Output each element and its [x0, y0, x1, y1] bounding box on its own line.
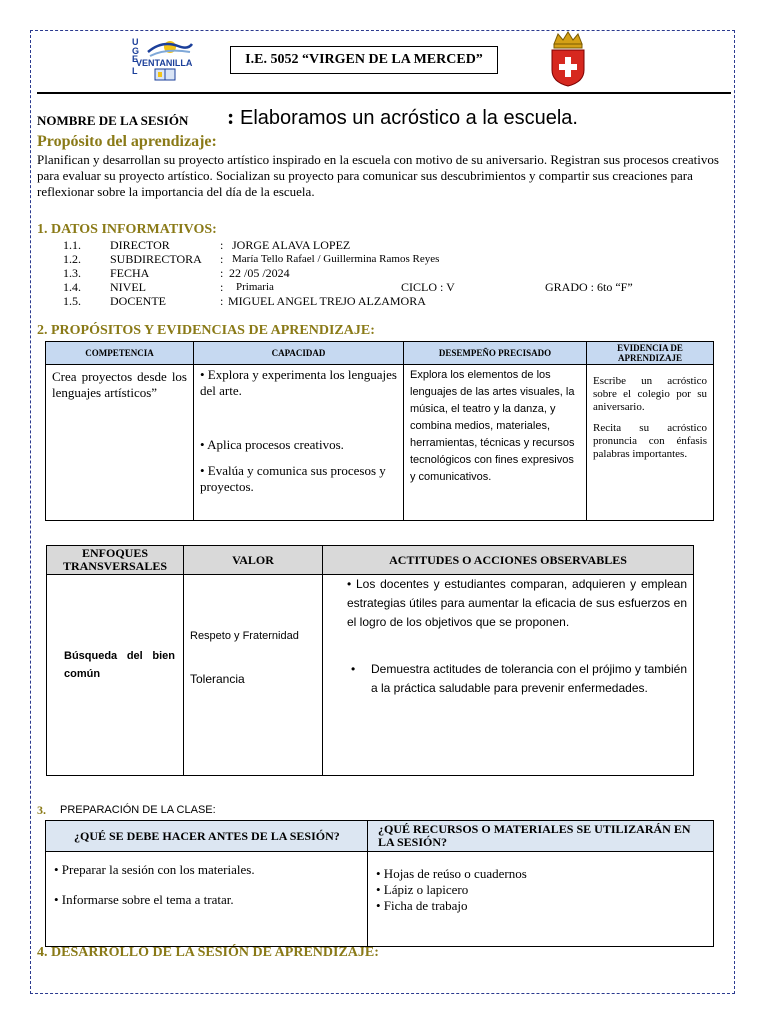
ugel-emblem-icon [144, 38, 194, 60]
session-label: NOMBRE DE LA SESIÓN [37, 113, 189, 128]
grado-label: GRADO : 6to “F” [545, 280, 633, 294]
section4-title: 4. DESARROLLO DE LA SESIÓN DE APRENDIZAJE: [37, 945, 379, 960]
desempeno-cell: Explora los elementos de los lenguajes de las artes visuales, la música, el teatro y la danza, y combina medios, materiales, herramientas, técnicas y recursos tecnológicos con fines expresivos y comunicativos. [404, 365, 587, 521]
preparation-table [45, 820, 714, 947]
section2-title: 2. PROPÓSITOS Y EVIDENCIAS DE APRENDIZAJE: [37, 323, 375, 338]
header-desempeno: DESEMPEÑO PRECISADO [404, 342, 587, 365]
header-valor: VALOR [184, 546, 323, 575]
header-recursos: ¿QUÉ RECURSOS O MATERIALES SE UTILIZARÁN EN LA SESIÓN? [368, 821, 714, 852]
section3-num: 3. [37, 803, 46, 817]
enfoques-table [46, 545, 694, 776]
competencia-cell: Crea proyectos desde los lenguajes artísticos” [46, 365, 194, 521]
ugel-logo: U G E VENTANILLA L [130, 38, 198, 82]
header-evidencia: EVIDENCIA DE APRENDIZAJE [587, 342, 714, 365]
ugel-letters: U G E [132, 37, 140, 64]
antes-cell: • Preparar la sesión con los materiales. • Informarse sobre el tema a tratar. [46, 852, 368, 947]
section3-title: PREPARACIÓN DE LA CLASE: [60, 804, 216, 816]
recursos-cell: • Hojas de reúso o cuadernos • Lápiz o lapicero • Ficha de trabajo [368, 852, 714, 947]
valor-cell: Respeto y Fraternidad Tolerancia [184, 575, 323, 776]
ciclo-label: CICLO : V [401, 280, 455, 294]
purpose-title: Propósito del aprendizaje: [37, 133, 217, 150]
session-colon: : [227, 104, 235, 129]
purposes-table [45, 341, 714, 521]
table-row [46, 365, 714, 521]
evidencia-cell: Escribe un acróstico sobre el colegio por su aniversario. Recita su acróstico pronuncia con énfasis palabras importantes. [587, 365, 714, 521]
enfoque-cell: Búsqueda del bien común [47, 575, 184, 776]
ugel-name: VENTANILLA [136, 58, 193, 68]
table-header-row [47, 546, 694, 575]
header-divider [37, 92, 731, 94]
session-title: Elaboramos un acróstico a la escuela. [240, 107, 578, 129]
school-name-box: I.E. 5052 “VIRGEN DE LA MERCED” [230, 46, 498, 74]
header-antes: ¿QUÉ SE DEBE HACER ANTES DE LA SESIÓN? [46, 821, 368, 852]
table-header-row [46, 342, 714, 365]
header-actitudes: ACTITUDES O ACCIONES OBSERVABLES [323, 546, 694, 575]
purpose-text: Planifican y desarrollan su proyecto artístico inspirado en la escuela con motivo de su aniversario. Registran sus procesos creativos para evaluar su proyecto artístico. Socializan su proyecto para comunicar sus descubrimientos y compartir sus creaciones para reflexionar sobre la importancia del día de la escuela. [37, 152, 719, 199]
bullet-icon: • [351, 662, 356, 676]
section1-title: 1. DATOS INFORMATIVOS: [37, 222, 217, 237]
table-row [46, 852, 714, 947]
capacidad-cell: • Explora y experimenta los lenguajes del arte. • Aplica procesos creativos. • Evalúa y comunica sus procesos y proyectos. [194, 365, 404, 521]
header-enfoques: ENFOQUES TRANSVERSALES [47, 546, 184, 575]
table-header-row [46, 821, 714, 852]
actitudes-cell: • Los docentes y estudiantes comparan, adquieren y emplean estrategias útiles para aumentar la eficacia de sus esfuerzos en el logro de los objetivos que se proponen. • Demuestra actitudes de tolerancia con el prójimo y también a la práctica saludable para prevenir enfermedades. [323, 575, 694, 776]
header-competencia: COMPETENCIA [46, 342, 194, 365]
coat-of-arms-icon [548, 30, 588, 88]
book-icon [154, 68, 176, 81]
table-row [47, 575, 694, 776]
header-capacidad: CAPACIDAD [194, 342, 404, 365]
